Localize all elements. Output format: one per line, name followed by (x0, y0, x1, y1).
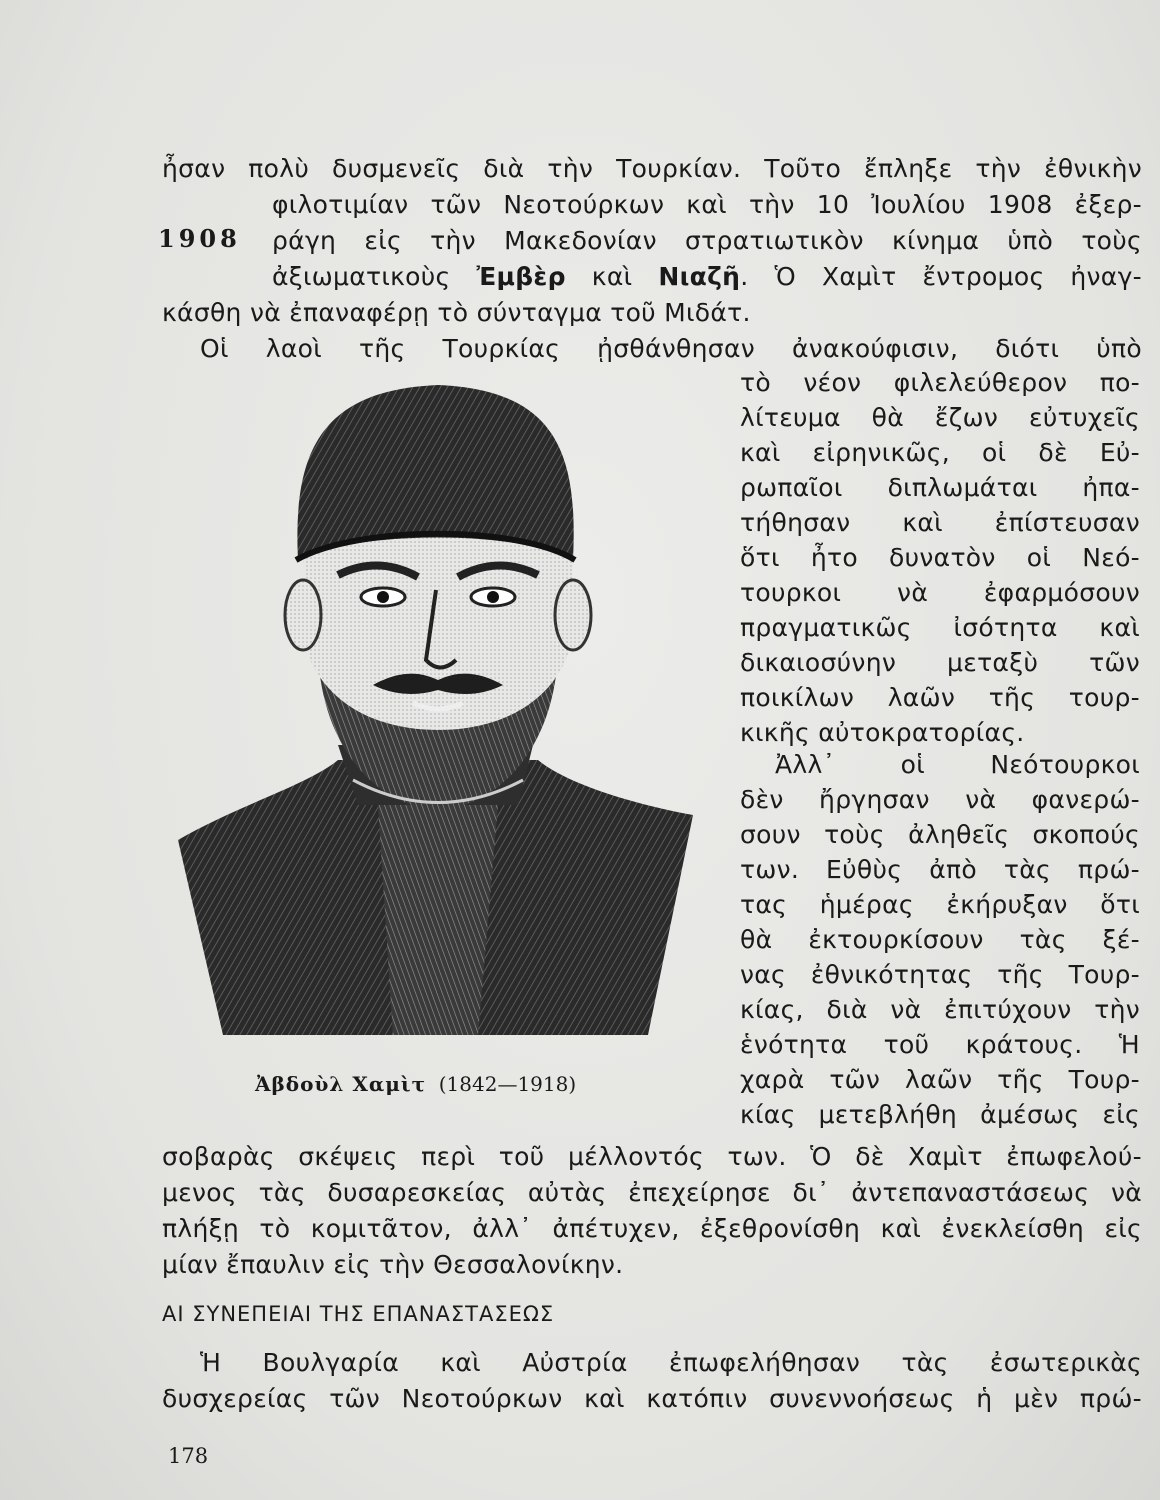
text-line: ράγη εἰς τὴν Μακεδονίαν στρατιωτικὸν κίνημα ὑπὸ τοὺς (272, 226, 1142, 255)
text-line: σουν τοὺς ἀληθεῖς σκοπούς (740, 820, 1140, 849)
text-line: θὰ ἐκτουρκίσουν τὰς ξέ- (740, 925, 1140, 954)
text-line: ρωπαῖοι διπλωμάται ἠπα- (740, 473, 1140, 502)
text-line (272, 260, 1142, 294)
text-line: δὲν ἤργησαν νὰ φανερώ- (740, 785, 1140, 814)
text-line: δυσχερείας τῶν Νεοτούρκων καὶ κατόπιν συνεννοήσεως ἡ μὲν πρώ- (162, 1384, 1142, 1413)
text-line: Οἱ λαοὶ τῆς Τουρκίας ᾐσθάνθησαν ἀνακούφισιν, διότι ὑπὸ (200, 334, 1142, 363)
text-line: τήθησαν καὶ ἐπίστευσαν (740, 508, 1140, 537)
text-span: . Ὁ Χαμὶτ ἔντρομος ἠναγ- (740, 262, 1142, 291)
text-line: ὅτι ἦτο δυνατὸν οἱ Νεό- (740, 543, 1140, 572)
text-line: καὶ εἰρηνικῶς, οἱ δὲ Εὐ- (740, 438, 1140, 467)
text-line: κικῆς αὐτοκρατορίας. (740, 718, 1025, 747)
portrait-icon (178, 385, 698, 1035)
text-span: ἀξιωματικοὺς (272, 262, 477, 291)
text-line: σοβαρὰς σκέψεις περὶ τοῦ μέλλοντός των. Ὁ δὲ Χαμὶτ ἐπωφελού- (162, 1142, 1142, 1171)
portrait-caption (255, 1072, 576, 1096)
text-line: δικαιοσύνην μεταξὺ τῶν (740, 648, 1140, 677)
text-line: μενος τὰς δυσαρεσκείας αὐτὰς ἐπεχείρησε δι᾽ ἀντεπαναστάσεως νὰ (162, 1178, 1142, 1207)
text-line: πραγματικῶς ἰσότητα καὶ (740, 613, 1140, 642)
text-line: χαρὰ τῶν λαῶν τῆς Τουρ- (740, 1065, 1140, 1094)
caption-years: (1842—1918) (438, 1072, 577, 1096)
text-line: νας ἐθνικότητας τῆς Τουρ- (740, 960, 1140, 989)
text-line: λίτευμα θὰ ἔζων εὐτυχεῖς (740, 403, 1140, 432)
text-line: ποικίλων λαῶν τῆς τουρ- (740, 683, 1140, 712)
margin-date: 1908 (158, 224, 241, 253)
text-line: πλήξῃ τὸ κομιτᾶτον, ἀλλ᾽ ἀπέτυχεν, ἐξεθρονίσθη καὶ ἐνεκλείσθη εἰς (162, 1214, 1142, 1243)
text-line: κίας μετεβλήθη ἀμέσως εἰς (740, 1100, 1140, 1129)
section-heading: ΑΙ ΣΥΝΕΠΕΙΑΙ ΤΗΣ ΕΠΑΝΑΣΤΑΣΕΩΣ (162, 1302, 555, 1326)
name-niazi: Νιαζῆ (658, 262, 741, 291)
page-number: 178 (168, 1444, 209, 1468)
text-line: κάσθη νὰ ἐπαναφέρῃ τὸ σύνταγμα τοῦ Μιδάτ. (162, 298, 751, 327)
text-line: των. Εὐθὺς ἀπὸ τὰς πρώ- (740, 855, 1140, 884)
text-span: καὶ (565, 262, 659, 291)
text-line: ἑνότητα τοῦ κράτους. Ἡ (740, 1030, 1140, 1059)
caption-name: Ἀβδοὺλ Χαμὶτ (255, 1072, 427, 1096)
text-line: Ἡ Βουλγαρία καὶ Αὐστρία ἐπωφελήθησαν τὰς ἐσωτερικὰς (200, 1348, 1142, 1377)
text-line: μίαν ἔπαυλιν εἰς τὴν Θεσσαλονίκην. (162, 1250, 624, 1279)
text-line: φιλοτιμίαν τῶν Νεοτούρκων καὶ τὴν 10 Ἰουλίου 1908 ἐξερ- (272, 190, 1142, 219)
name-enver: Ἐμβὲρ (476, 262, 566, 291)
portrait-illustration (178, 385, 698, 1035)
text-line: ἦσαν πολὺ δυσμενεῖς διὰ τὴν Τουρκίαν. Τοῦτο ἔπληξε τὴν ἐθνικὴν (162, 154, 1142, 183)
text-line: τὸ νέον φιλελεύθερον πο- (740, 368, 1140, 397)
text-line: κίας, διὰ νὰ ἐπιτύχουν τὴν (740, 995, 1140, 1024)
text-line: Ἀλλ᾽ οἱ Νεότουρκοι (775, 750, 1140, 779)
text-line: τουρκοι νὰ ἐφαρμόσουν (740, 578, 1140, 607)
text-line: τας ἡμέρας ἐκήρυξαν ὅτι (740, 890, 1140, 919)
